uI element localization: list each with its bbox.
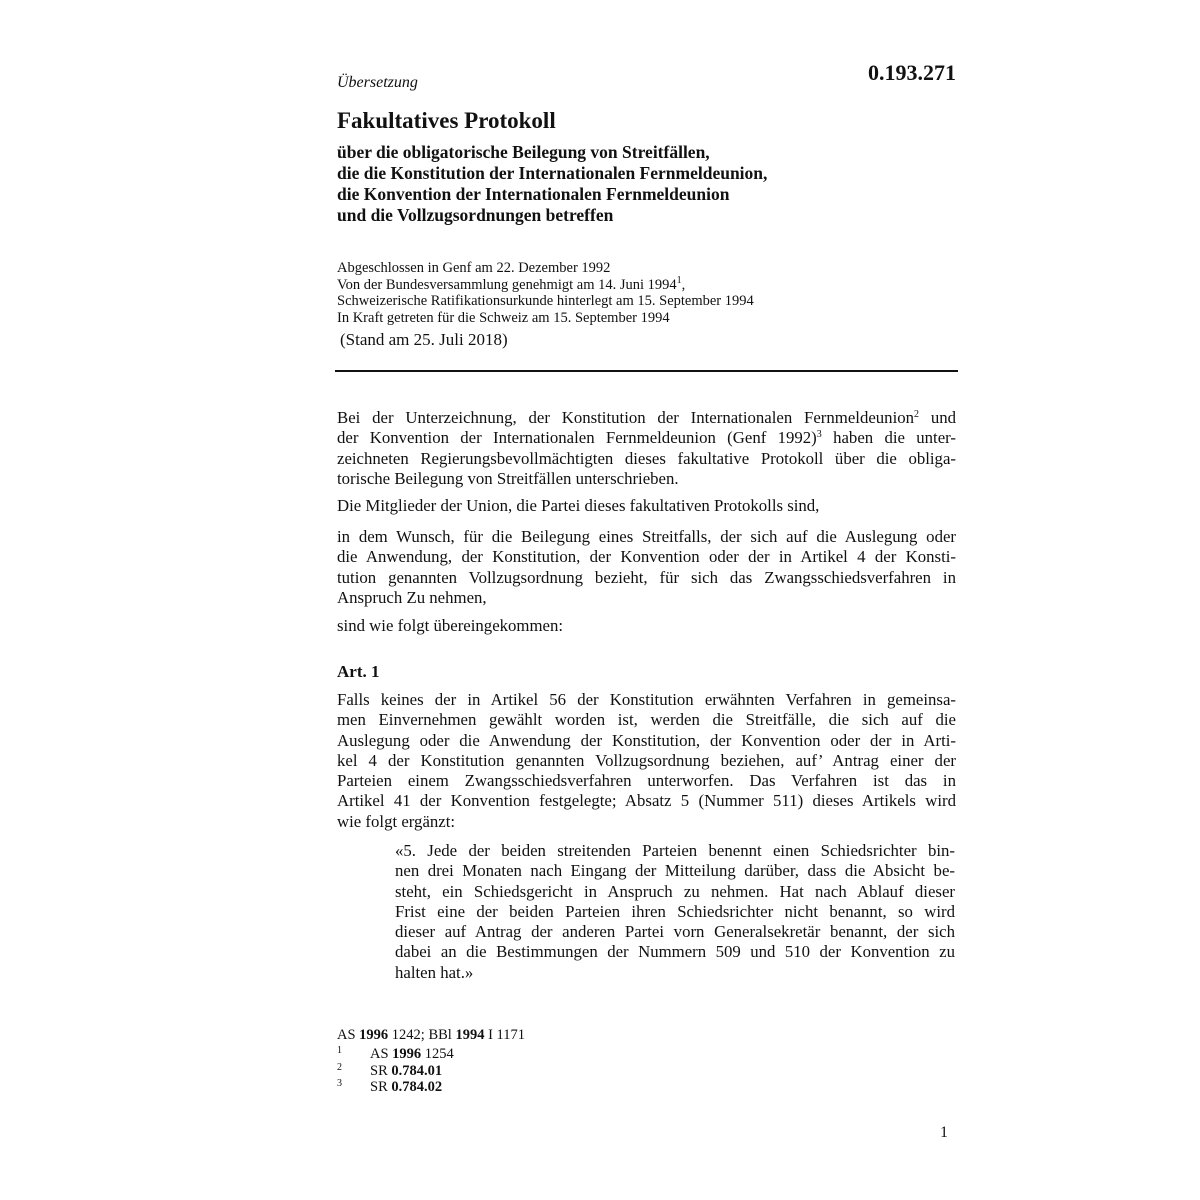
page-number: 1: [940, 1124, 948, 1141]
text-line: [337, 408, 956, 428]
document-title: Fakultatives Protokoll: [337, 108, 556, 133]
footnote-bold: 1996: [392, 1046, 422, 1062]
text-segment: haben die unter-: [821, 428, 957, 448]
article-1-paragraph: [337, 690, 956, 832]
quote-line: steht, ein Schiedsgericht in Anspruch zu nehmen. Hat nach Ablauf dieser: [395, 881, 955, 901]
ratification-date: Schweizerische Ratifikationsurkunde hinterlegt am 15. September 1994: [337, 293, 754, 309]
footnote-ref-3[interactable]: 3: [816, 429, 822, 441]
footnote-number: 1: [337, 1045, 342, 1056]
footnote-text: [370, 1079, 442, 1096]
translation-label: Übersetzung: [337, 74, 418, 91]
text-line: zeichneten Regierungsbevollmächtigten dieses fakultative Protokoll über die obliga-: [337, 448, 956, 468]
ref-as-year: 1996: [359, 1027, 389, 1043]
sr-number: 0.193.271: [868, 60, 956, 85]
footnote-text: [370, 1063, 442, 1080]
preamble-paragraph-1: [337, 408, 956, 489]
in-force-date: In Kraft getreten für die Schweiz am 15. September 1994: [337, 309, 670, 326]
document-metadata: [337, 260, 957, 326]
footnote-text: [370, 1046, 454, 1063]
footnote-prefix: SR: [370, 1079, 392, 1095]
footnote-prefix: AS: [370, 1046, 393, 1062]
approval-text: Von der Bundesversammlung genehmigt am 14. Juni 1994: [337, 276, 677, 293]
text-line: in dem Wunsch, für die Beilegung eines Streitfalls, der sich auf die Auslegung oder: [337, 527, 956, 546]
footnote-number: 2: [337, 1061, 342, 1073]
subtitle-line: die Konvention der Internationalen Fernmeldeunion: [337, 184, 730, 204]
text-line: Artikel 41 der Konvention festgelegte; Absatz 5 (Nummer 511) dieses Artikels wird: [337, 791, 956, 811]
text-line: Die Mitglieder der Union, die Partei dieses fakultativen Protokolls sind,: [337, 496, 820, 515]
text-line: wie folgt ergänzt:: [337, 811, 456, 831]
footnote-ref-1[interactable]: 1: [676, 274, 682, 286]
text-line: die Anwendung, der Konstitution, der Konvention oder der in Artikel 4 der Konsti-: [337, 547, 956, 567]
text-segment: der Konvention der Internationalen Fernmeldeunion (Genf 1992): [337, 428, 817, 448]
text-segment: und: [919, 408, 957, 427]
official-reference: [337, 1027, 525, 1044]
status-date: (Stand am 25. Juli 2018): [340, 330, 508, 349]
text-line: Falls keines der in Artikel 56 der Konstitution erwähnten Verfahren in gemeinsa-: [337, 690, 956, 709]
quote-line: «5. Jede der beiden streitenden Parteien benennt einen Schiedsrichter bin-: [395, 841, 955, 860]
footnote-prefix: SR: [370, 1062, 392, 1079]
subtitle-line: und die Vollzugsordnungen betreffen: [337, 205, 614, 225]
article-1-heading: Art. 1: [337, 662, 380, 681]
ref-segment: AS: [337, 1027, 360, 1043]
footnote-ref-2[interactable]: 2: [914, 409, 920, 420]
footnote-bold: 0.784.02: [391, 1079, 443, 1095]
ref-bbl-year: 1994: [455, 1027, 485, 1043]
approval-suffix: ,: [681, 276, 686, 293]
text-line: tution genannten Vollzugsordnung bezieht, für sich das Zwangsschiedsverfahren in: [337, 567, 956, 587]
header-divider: [335, 370, 958, 372]
subtitle-line: die die Konstitution der Internationalen Fernmeldeunion,: [337, 163, 768, 183]
preamble-paragraph-3: [337, 527, 956, 608]
quote-line: dieser auf Antrag der anderen Partei vorn Generalsekretär benannt, der sich: [395, 922, 955, 942]
concluded-date: Abgeschlossen in Genf am 22. Dezember 1992: [337, 260, 611, 276]
text-line: [337, 428, 956, 448]
text-line: men Einvernehmen gewählt worden ist, werden die Streitfälle, die sich auf die: [337, 710, 956, 730]
text-line: torische Beilegung von Streitfällen unterschrieben.: [337, 468, 679, 488]
text-line: Auslegung oder die Anwendung der Konstitution, der Konvention oder der in Arti-: [337, 730, 956, 750]
quote-line: dabei an die Bestimmungen der Nummern 509 und 510 der Konvention zu: [395, 942, 955, 962]
quote-line: halten hat.»: [395, 962, 474, 982]
footnote-suffix: 1254: [421, 1046, 454, 1062]
approval-date: [337, 274, 957, 294]
document-subtitle: [337, 142, 957, 226]
text-segment: Bei der Unterzeichnung, der Konstitution der Internationalen Fernmeldeunion: [337, 408, 915, 427]
quote-line: Frist eine der beiden Parteien ihren Schiedsrichter nicht benannt, so wird: [395, 901, 955, 921]
text-line: Anspruch Zu nehmen,: [337, 587, 487, 607]
quote-line: nen drei Monaten nach Eingang der Mitteilung darüber, dass die Absicht be-: [395, 861, 955, 881]
preamble-paragraph-4: [337, 616, 956, 636]
footnote-bold: 0.784.01: [391, 1062, 443, 1079]
text-line: kel 4 der Konstitution genannten Vollzugsordnung beziehen, auf’ Antrag einer der: [337, 750, 956, 770]
text-line: Parteien einem Zwangsschiedsverfahren unterworfen. Das Verfahren ist das in: [337, 771, 956, 791]
ref-segment: 1242; BBl: [388, 1027, 456, 1043]
ref-segment: I 1171: [484, 1027, 525, 1043]
article-1-quote: [395, 841, 955, 983]
subtitle-line: über die obligatorische Beilegung von Streitfällen,: [337, 142, 710, 162]
text-line: sind wie folgt übereingekommen:: [337, 616, 564, 635]
preamble-paragraph-2: [337, 496, 956, 516]
footnote-number: 3: [337, 1078, 342, 1089]
